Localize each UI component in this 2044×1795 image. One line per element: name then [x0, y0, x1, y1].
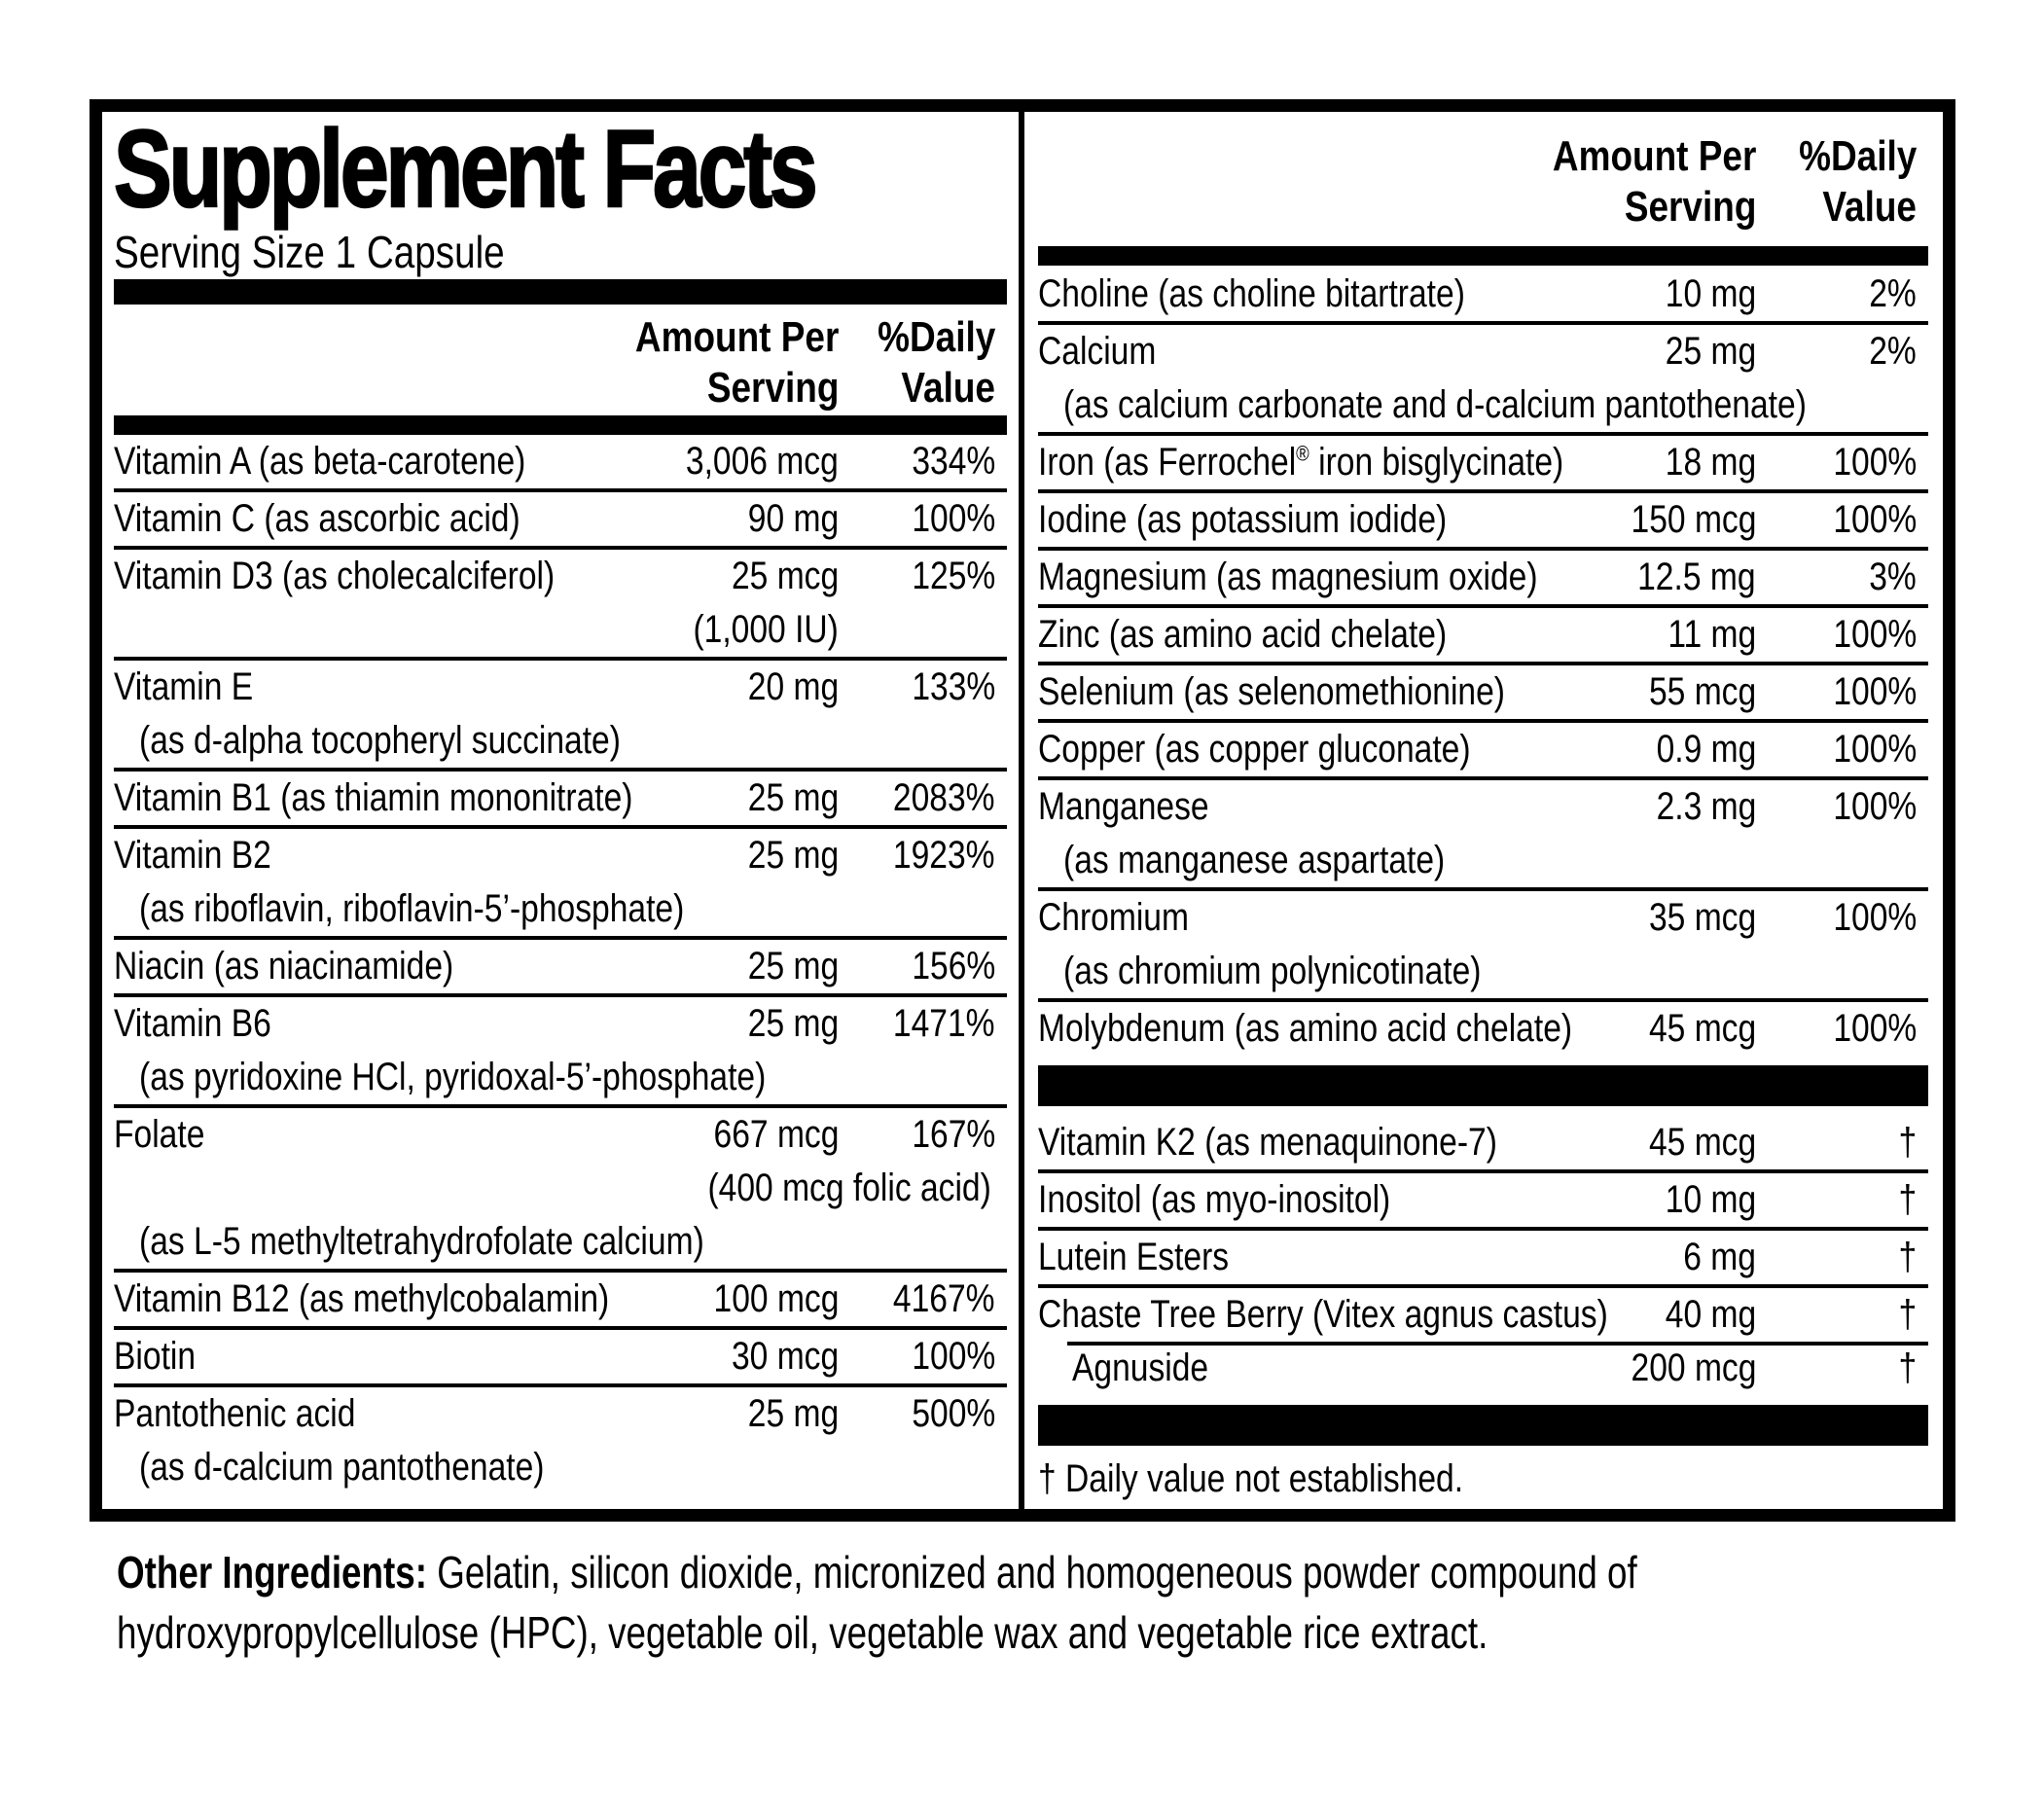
nutrient-subline [114, 1051, 1007, 1104]
header-line-2 [114, 363, 1007, 413]
nutrient-name: Folate [114, 1113, 205, 1156]
nutrient-name: Vitamin D3 (as cholecalciferol) [114, 555, 556, 597]
nutrient-dv: 167% [912, 1113, 995, 1156]
panel-title [114, 108, 990, 230]
nutrient-amount: 6 mg [1683, 1236, 1756, 1278]
nutrient-row [1038, 1116, 1928, 1169]
nutrient-name: Vitamin K2 (as menaquinone-7) [1038, 1121, 1497, 1164]
nutrient-line [114, 1387, 1007, 1441]
nutrient-row [114, 825, 1007, 936]
nutrient-amount: 18 mg [1665, 441, 1756, 484]
nutrient-amount: 3,006 mcg [686, 440, 839, 483]
nutrient-line [114, 997, 1007, 1051]
nutrient-amount: 0.9 mg [1656, 728, 1756, 771]
nutrient-name: Manganese [1038, 785, 1209, 828]
nutrient-line [1038, 665, 1928, 719]
nutrient-dv: 100% [1833, 498, 1917, 541]
nutrient-line [1038, 1173, 1928, 1227]
nutrient-row [1038, 719, 1928, 776]
daily-value-header: Value [901, 364, 995, 412]
header-bar [1038, 246, 1928, 266]
other-ingredients-line1: Gelatin, silicon dioxide, micronized and homogeneous powder compound of [437, 1547, 1637, 1598]
nutrient-row [114, 1104, 1007, 1269]
nutrient-dv: 334% [912, 440, 995, 483]
nutrient-amount: 25 mg [1665, 330, 1756, 373]
nutrient-row [1038, 776, 1928, 887]
nutrient-amount: 25 mg [747, 945, 839, 987]
nutrient-name: Iodine (as potassium iodide) [1038, 498, 1448, 541]
daily-value-footnote: † Daily value not established. [1038, 1457, 1464, 1500]
nutrient-line [114, 550, 1007, 603]
nutrient-amount: 25 mg [747, 776, 839, 819]
nutrient-amount: 10 mg [1665, 1178, 1756, 1221]
nutrient-name: Iron (as Ferrochel® iron bisglycinate) [1038, 441, 1564, 484]
nutrient-row [114, 1269, 1007, 1326]
nutrient-name: Copper (as copper gluconate) [1038, 728, 1471, 771]
nutrient-dv: 100% [912, 497, 995, 540]
nutrient-line [1038, 268, 1928, 321]
nutrient-name: Biotin [114, 1335, 197, 1378]
nutrient-dv: 3% [1869, 556, 1917, 598]
nutrient-line [1038, 1002, 1928, 1056]
spacer [114, 608, 654, 652]
header-line-2 [1038, 182, 1928, 233]
amount-header: Amount Per [634, 313, 839, 361]
nutrient-name: Vitamin E [114, 665, 254, 708]
left-column-header [114, 312, 1007, 413]
nutrient-source-note: (as chromium polynicotinate) [1063, 950, 1482, 992]
nutrient-line [1038, 608, 1928, 662]
nutrient-row [114, 1383, 1007, 1494]
botanical-rows-group [1038, 1116, 1928, 1395]
serving-size [114, 227, 579, 277]
nutrient-line [1038, 1231, 1928, 1284]
nutrient-dv: 100% [1833, 670, 1917, 713]
nutrient-name: Vitamin C (as ascorbic acid) [114, 497, 520, 540]
nutrient-row [114, 768, 1007, 825]
column-divider [1019, 112, 1024, 1509]
nutrient-source-note: (as d-calcium pantothenate) [139, 1446, 545, 1489]
nutrient-row [1038, 321, 1928, 432]
nutrient-row [1038, 268, 1928, 321]
right-column-header [1038, 131, 1928, 233]
nutrient-line [114, 492, 1007, 546]
nutrient-line [1038, 1288, 1928, 1342]
nutrient-amount: 90 mg [747, 497, 839, 540]
nutrient-dv: 100% [1833, 728, 1917, 771]
nutrient-row [1038, 1342, 1928, 1395]
nutrient-subline [114, 1215, 1007, 1269]
nutrient-line [114, 1273, 1007, 1326]
nutrient-amount-note: (1,000 IU) [693, 608, 839, 651]
nutrient-line [114, 829, 1007, 882]
nutrient-dv: 125% [912, 555, 995, 597]
nutrient-name: Vitamin B12 (as methylcobalamin) [114, 1277, 610, 1320]
facts-panel [90, 99, 1955, 1522]
nutrient-row [1038, 489, 1928, 547]
nutrient-dv: 4167% [893, 1277, 995, 1320]
nutrient-subline [114, 1162, 1007, 1215]
nutrient-dv: 100% [1833, 785, 1917, 828]
nutrient-dv: 500% [912, 1392, 995, 1435]
left-column [114, 108, 1007, 1509]
nutrient-line [114, 940, 1007, 993]
nutrient-amount: 45 mcg [1648, 1007, 1756, 1050]
nutrient-row [1038, 1227, 1928, 1284]
nutrient-line [114, 772, 1007, 825]
nutrient-amount: 25 mg [747, 1392, 839, 1435]
nutrient-dv: 2083% [893, 776, 995, 819]
daily-value-header: %Daily [1798, 132, 1917, 180]
nutrient-subline [1038, 378, 1928, 432]
nutrient-row [114, 993, 1007, 1104]
nutrient-amount: 45 mcg [1648, 1121, 1756, 1164]
nutrient-subline [114, 714, 1007, 768]
nutrient-row [114, 657, 1007, 768]
nutrient-dv: 2% [1869, 272, 1917, 315]
nutrient-amount: 35 mcg [1648, 896, 1756, 939]
nutrient-line [1038, 551, 1928, 604]
header-line-1 [1038, 131, 1928, 182]
nutrient-line [1038, 1116, 1928, 1169]
nutrient-dv: 1471% [893, 1002, 995, 1045]
header-bar-bottom [114, 415, 1007, 435]
nutrient-source-note: (as pyridoxine HCl, pyridoxal-5’-phosphate) [139, 1056, 767, 1098]
nutrient-amount: 12.5 mg [1637, 556, 1756, 598]
nutrient-amount: 10 mg [1665, 272, 1756, 315]
nutrient-row [114, 546, 1007, 657]
nutrient-row [1038, 604, 1928, 662]
nutrient-line [1038, 493, 1928, 547]
nutrient-name: Calcium [1038, 330, 1157, 373]
nutrient-amount: 100 mcg [713, 1277, 839, 1320]
nutrient-amount: 2.3 mg [1656, 785, 1756, 828]
nutrient-dv: † [1898, 1346, 1917, 1389]
amount-header: Amount Per [1552, 132, 1756, 180]
spacer [114, 1167, 654, 1210]
nutrient-amount: 25 mcg [731, 555, 839, 597]
nutrient-row [1038, 432, 1928, 489]
mineral-rows-group [1038, 268, 1928, 1056]
nutrient-row [1038, 887, 1928, 998]
nutrient-dv: † [1898, 1121, 1917, 1164]
header-line-1 [114, 312, 1007, 363]
nutrient-amount: 25 mg [747, 834, 839, 877]
nutrient-row [1038, 998, 1928, 1056]
header-bar-top [114, 279, 1007, 305]
nutrient-dv: 133% [912, 665, 995, 708]
nutrient-source-note: (as manganese aspartate) [1063, 839, 1446, 881]
nutrient-name: Vitamin B2 [114, 834, 271, 877]
amount-header: Serving [1624, 183, 1756, 231]
nutrient-line [1038, 723, 1928, 776]
nutrient-dv: † [1898, 1236, 1917, 1278]
nutrient-line [114, 1108, 1007, 1162]
nutrient-source-note: (as d-alpha tocopheryl succinate) [139, 719, 621, 762]
nutrient-name: Zinc (as amino acid chelate) [1038, 613, 1448, 656]
nutrient-amount: 667 mcg [713, 1113, 839, 1156]
nutrient-source-note: (as L-5 methyltetrahydrofolate calcium) [139, 1220, 704, 1263]
nutrient-dv: 1923% [893, 834, 995, 877]
nutrient-line [1038, 1342, 1928, 1395]
nutrient-subline [114, 1441, 1007, 1494]
nutrient-name: Pantothenic acid [114, 1392, 356, 1435]
nutrient-row [1038, 547, 1928, 604]
nutrient-line [1038, 436, 1928, 489]
panel-title-text: Supplement Facts [114, 108, 815, 230]
nutrient-line [1038, 891, 1928, 945]
other-ingredients [117, 1542, 1926, 1663]
nutrient-dv: 100% [1833, 896, 1917, 939]
nutrient-name: Inositol (as myo-inositol) [1038, 1178, 1391, 1221]
nutrient-dv: 100% [1833, 441, 1917, 484]
section-separator-bar [1038, 1405, 1928, 1446]
right-column [1038, 112, 1928, 1509]
nutrient-amount-note: (400 mcg folic acid) [707, 1167, 991, 1209]
amount-header: Serving [706, 364, 839, 412]
nutrient-amount: 40 mg [1665, 1293, 1756, 1336]
daily-value-header: Value [1822, 183, 1917, 231]
nutrient-line [114, 661, 1007, 714]
nutrient-row [114, 435, 1007, 488]
right-nutrient-rows [1038, 268, 1928, 1502]
left-nutrient-rows [114, 435, 1007, 1494]
nutrient-row [114, 488, 1007, 546]
nutrient-dv: 100% [1833, 613, 1917, 656]
nutrient-line [114, 1330, 1007, 1383]
spacer [839, 608, 1007, 652]
nutrient-dv: 100% [1833, 1007, 1917, 1050]
nutrient-amount: 150 mcg [1631, 498, 1756, 541]
nutrient-line [114, 435, 1007, 488]
nutrient-subline [1038, 945, 1928, 998]
other-ingredients-line2: hydroxypropylcellulose (HPC), vegetable oil, vegetable wax and vegetable rice extract. [117, 1607, 1488, 1658]
nutrient-name: Niacin (as niacinamide) [114, 945, 454, 987]
nutrient-dv: 156% [912, 945, 995, 987]
daily-value-header: %Daily [877, 313, 995, 361]
nutrient-line [1038, 780, 1928, 834]
nutrient-row [114, 1326, 1007, 1383]
nutrient-dv: † [1898, 1178, 1917, 1221]
nutrient-name: Chromium [1038, 896, 1189, 939]
nutrient-name: Agnuside [1072, 1346, 1209, 1389]
nutrient-name: Molybdenum (as amino acid chelate) [1038, 1007, 1573, 1050]
nutrient-name: Vitamin B1 (as thiamin mononitrate) [114, 776, 633, 819]
nutrient-source-note: (as riboflavin, riboflavin-5’-phosphate) [139, 887, 685, 930]
nutrient-subline [114, 603, 1007, 657]
nutrient-name: Vitamin A (as beta-carotene) [114, 440, 526, 483]
nutrient-amount: 25 mg [747, 1002, 839, 1045]
nutrient-dv: † [1898, 1293, 1917, 1336]
nutrient-amount: 200 mcg [1631, 1346, 1756, 1389]
nutrient-source-note: (as calcium carbonate and d-calcium pantothenate) [1063, 383, 1807, 426]
nutrient-amount: 30 mcg [731, 1335, 839, 1378]
nutrient-dv: 100% [912, 1335, 995, 1378]
nutrient-row [1038, 1169, 1928, 1227]
nutrient-name: Choline (as choline bitartrate) [1038, 272, 1465, 315]
nutrient-row [1038, 662, 1928, 719]
nutrient-amount: 11 mg [1667, 613, 1756, 656]
nutrient-amount: 20 mg [747, 665, 839, 708]
nutrient-name: Lutein Esters [1038, 1236, 1230, 1278]
serving-size-text: Serving Size 1 Capsule [114, 227, 505, 277]
nutrient-row [1038, 1284, 1928, 1342]
nutrient-name: Vitamin B6 [114, 1002, 271, 1045]
other-ingredients-label: Other Ingredients: [117, 1547, 427, 1598]
nutrient-subline [1038, 834, 1928, 887]
section-separator-bar [1038, 1065, 1928, 1106]
nutrient-name: Chaste Tree Berry (Vitex agnus castus) [1038, 1293, 1608, 1336]
nutrient-dv: 2% [1869, 330, 1917, 373]
nutrient-row [114, 936, 1007, 993]
nutrient-line [1038, 325, 1928, 378]
nutrient-amount: 55 mcg [1648, 670, 1756, 713]
nutrient-subline [114, 882, 1007, 936]
nutrient-name: Selenium (as selenomethionine) [1038, 670, 1506, 713]
nutrient-name: Magnesium (as magnesium oxide) [1038, 556, 1538, 598]
